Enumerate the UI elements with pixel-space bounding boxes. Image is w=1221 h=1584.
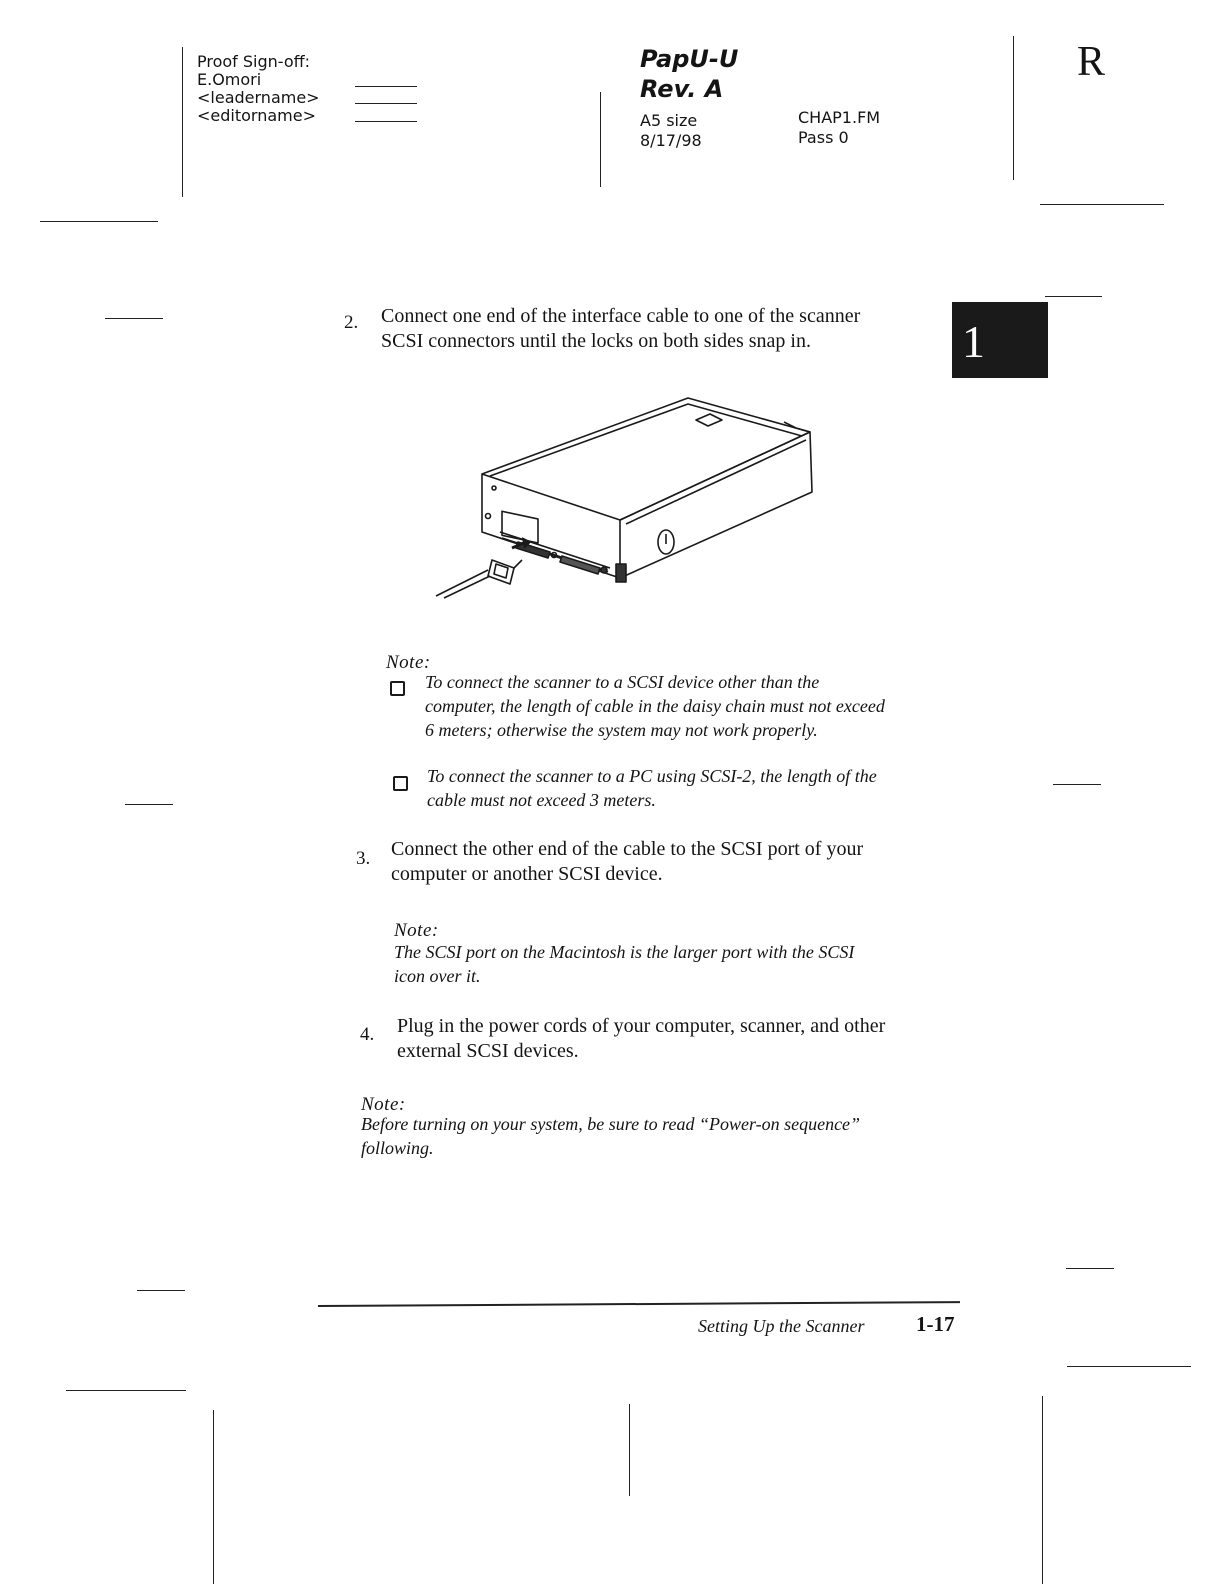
note-heading: Note: (386, 652, 431, 673)
crop-mark (629, 1404, 630, 1496)
step-number: 4. (360, 1024, 375, 1045)
note-line: The SCSI port on the Macintosh is the larger port with the SCSI (394, 942, 855, 962)
crop-mark (137, 1290, 185, 1291)
step-number: 3. (356, 848, 371, 869)
note-text (394, 940, 954, 988)
crop-mark (66, 1390, 186, 1391)
proof-name: <leadername> (197, 88, 320, 107)
note-line: cable must not exceed 3 meters. (427, 790, 656, 810)
step-line: computer or another SCSI device. (391, 863, 663, 885)
note-item (425, 670, 955, 742)
bullet-box-icon (390, 681, 405, 696)
step-line: external SCSI devices. (397, 1040, 579, 1062)
crop-mark (105, 318, 163, 319)
proof-label: Proof Sign-off: (197, 52, 311, 71)
note-heading: Note: (361, 1094, 406, 1115)
proof-name: E.Omori (197, 70, 262, 89)
doc-date: 8/17/98 (640, 131, 702, 150)
step-number: 2. (344, 312, 359, 333)
doc-pass: Pass 0 (798, 128, 849, 147)
crop-mark (1013, 36, 1014, 180)
signature-blank (355, 86, 417, 87)
footer-section-title: Setting Up the Scanner (698, 1316, 865, 1336)
note-item (427, 764, 957, 812)
proof-signoff-block (197, 53, 320, 125)
signature-blank (355, 103, 417, 104)
note-line: following. (361, 1138, 434, 1158)
crop-mark (600, 92, 601, 187)
crop-mark (40, 221, 158, 222)
note-heading: Note: (394, 920, 439, 941)
header-title-block (640, 44, 738, 104)
proof-name-row (197, 71, 320, 89)
crop-mark (182, 47, 183, 197)
chapter-number: 1 (962, 316, 985, 367)
footer-rule (318, 1301, 960, 1307)
step-line: Connect one end of the interface cable to one of the scanner (381, 305, 861, 327)
chapter-tab (952, 302, 1048, 378)
step-text (397, 1014, 957, 1064)
doc-size: A5 size (640, 111, 698, 130)
note-line: icon over it. (394, 966, 481, 986)
crop-mark (1067, 1366, 1191, 1367)
page-number: 1-17 (916, 1312, 955, 1336)
note-line: computer, the length of cable in the daisy chain must not exceed (425, 696, 885, 716)
note-line: To connect the scanner to a SCSI device other than the (425, 672, 820, 692)
proof-name-row (197, 89, 320, 107)
crop-mark (1053, 784, 1101, 785)
note-text (361, 1112, 951, 1160)
crop-mark (1042, 1396, 1043, 1584)
note-line: 6 meters; otherwise the system may not work properly. (425, 720, 818, 740)
doc-revision: Rev. A (640, 75, 724, 103)
step-line: Connect the other end of the cable to the SCSI port of your (391, 838, 864, 860)
doc-title: PapU-U (640, 45, 739, 73)
step-line: Plug in the power cords of your computer, scanner, and other (397, 1015, 886, 1037)
crop-mark (1066, 1268, 1114, 1269)
proof-name: <editorname> (197, 106, 316, 125)
step-text (391, 837, 951, 887)
bullet-box-icon (393, 776, 408, 791)
crop-mark (125, 804, 173, 805)
proof-name-row (197, 107, 320, 125)
crop-mark (1040, 204, 1164, 205)
signature-blank (355, 121, 417, 122)
note-line: To connect the scanner to a PC using SCSI-2, the length of the (427, 766, 877, 786)
crop-mark (1045, 296, 1102, 297)
note-line: Before turning on your system, be sure to read “Power-on sequence” (361, 1114, 861, 1134)
step-line: SCSI connectors until the locks on both sides snap in. (381, 330, 811, 352)
corner-mark: R (1077, 39, 1106, 85)
step-text (381, 304, 941, 354)
crop-mark (213, 1410, 214, 1584)
doc-file: CHAP1.FM (798, 108, 881, 127)
scanner-illustration (430, 392, 820, 604)
